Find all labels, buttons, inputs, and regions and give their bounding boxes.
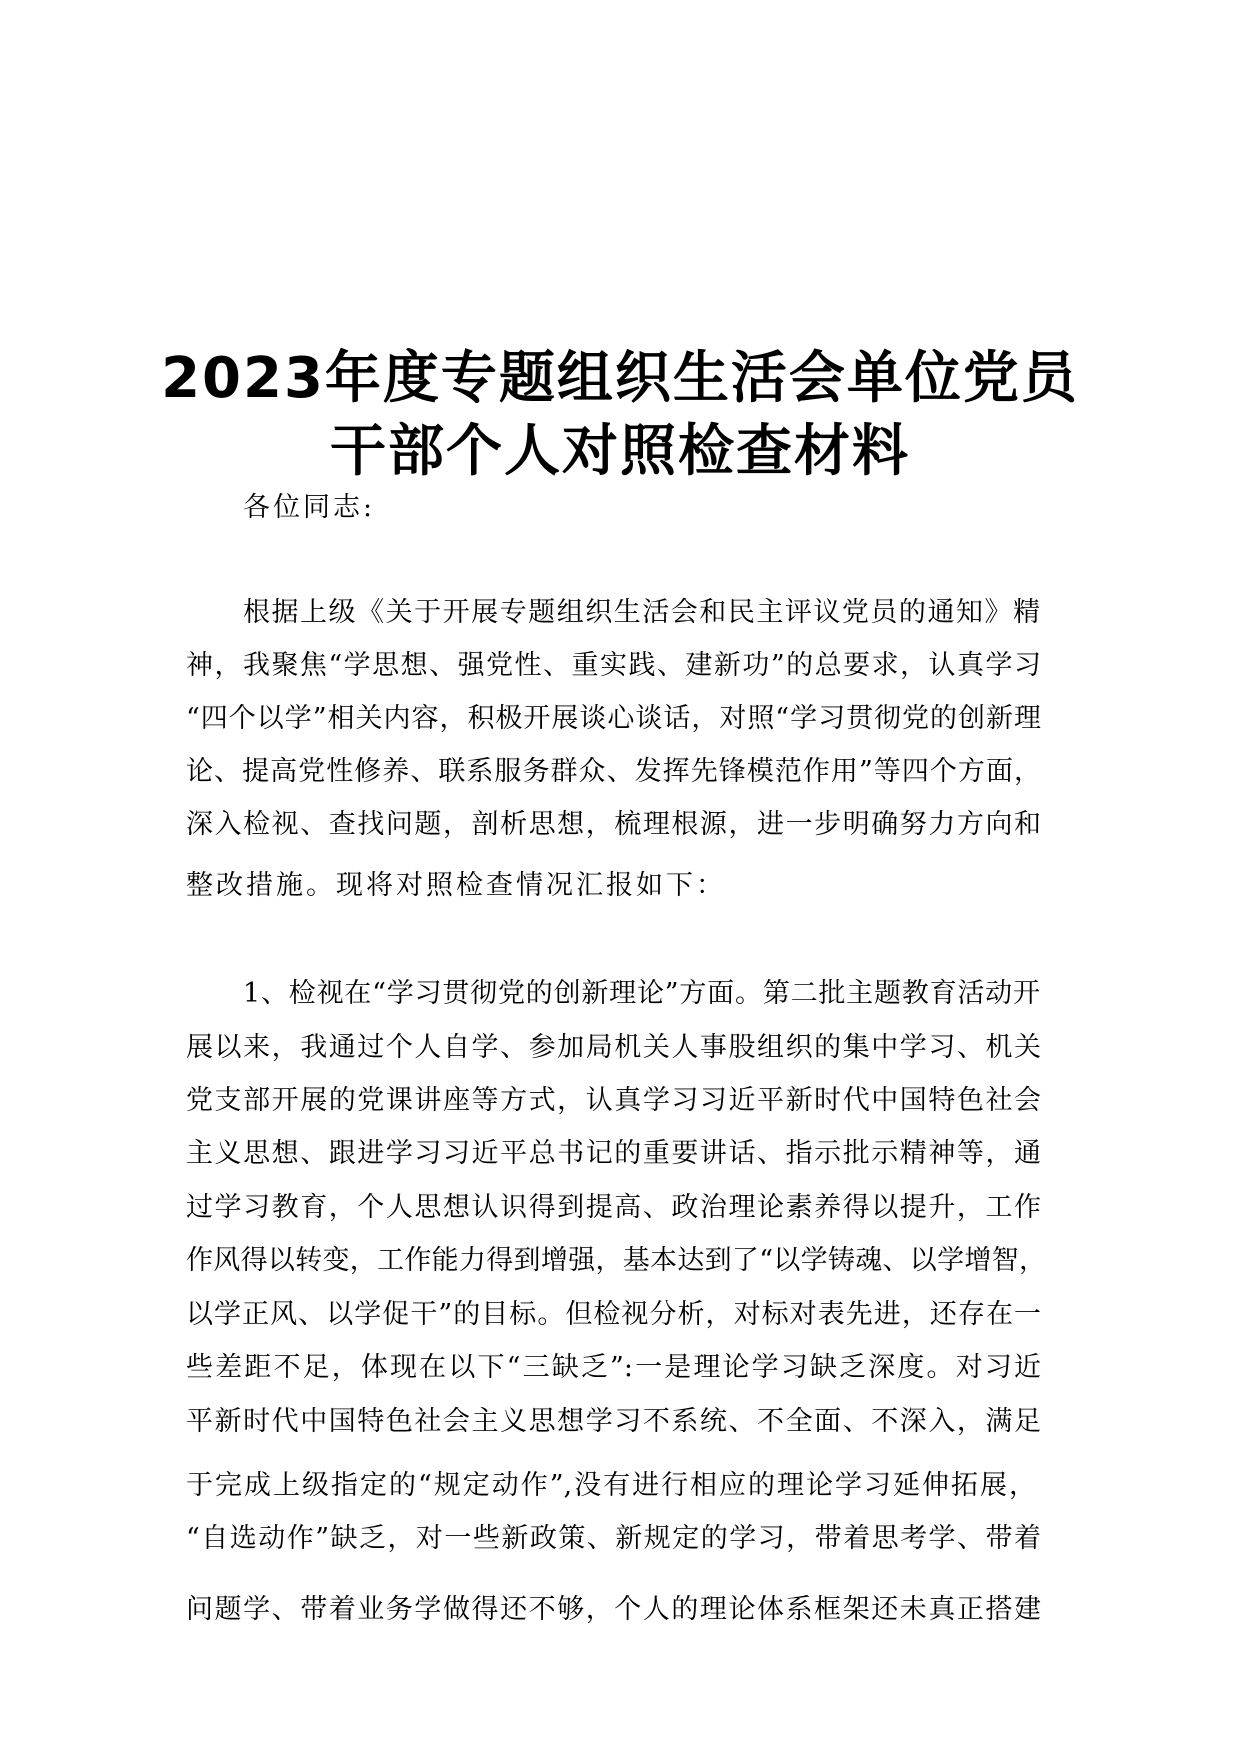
- paragraph-line: 过学习教育，个人思想认识得到提高、政治理论素养得以提升，工作: [186, 1192, 1041, 1223]
- paragraph-line: “自选动作”缺乏，对一些新政策、新规定的学习，带着思考学、带着: [186, 1523, 1041, 1554]
- paragraph-line: 根据上级《关于开展专题组织生活会和民主评议党员的通知》精: [243, 597, 1040, 628]
- document-title-line-1: 2023年度专题组织生活会单位党员: [161, 346, 1079, 411]
- paragraph-line: 于完成上级指定的“规定动作”,没有进行相应的理论学习延伸拓展，: [186, 1470, 1036, 1501]
- paragraph-line: 党支部开展的党课讲座等方式，认真学习习近平新时代中国特色社会: [186, 1085, 1041, 1116]
- salutation: 各位同志:: [243, 492, 376, 523]
- paragraph-line: 主义思想、跟进学习习近平总书记的重要讲话、指示批示精神等，通: [186, 1138, 1041, 1169]
- paragraph-line: 深入检视、查找问题，剖析思想，梳理根源，进一步明确努力方向和: [186, 809, 1041, 840]
- paragraph-line: 神，我聚焦“学思想、强党性、重实践、建新功”的总要求，认真学习: [186, 650, 1041, 681]
- paragraph-line: “四个以学”相关内容，积极开展谈心谈话，对照“学习贯彻党的创新理: [186, 703, 1041, 734]
- paragraph-line: 1、检视在“学习贯彻党的创新理论”方面。第二批主题教育活动开: [243, 978, 1040, 1009]
- paragraph-line: 论、提高党性修养、联系服务群众、发挥先锋模范作用”等四个方面，: [186, 756, 1041, 787]
- paragraph-line: 以学正风、以学促干”的目标。但检视分析，对标对表先进，还存在一: [186, 1299, 1041, 1330]
- paragraph-line: 作风得以转变，工作能力得到增强，基本达到了“以学铸魂、以学增智，: [186, 1245, 1046, 1276]
- paragraph-line: 平新时代中国特色社会主义思想学习不系统、不全面、不深入，满足: [186, 1406, 1041, 1437]
- paragraph-line: 些差距不足，体现在以下“三缺乏”:一是理论学习缺乏深度。对习近: [186, 1352, 1041, 1383]
- document-title-line-2: 干部个人对照检查材料: [330, 419, 910, 484]
- paragraph-line: 问题学、带着业务学做得还不够，个人的理论体系框架还未真正搭建: [186, 1594, 1041, 1625]
- paragraph-line: 整改措施。现将对照检查情况汇报如下：: [186, 870, 726, 901]
- paragraph-line: 展以来，我通过个人自学、参加局机关人事股组织的集中学习、机关: [186, 1032, 1041, 1063]
